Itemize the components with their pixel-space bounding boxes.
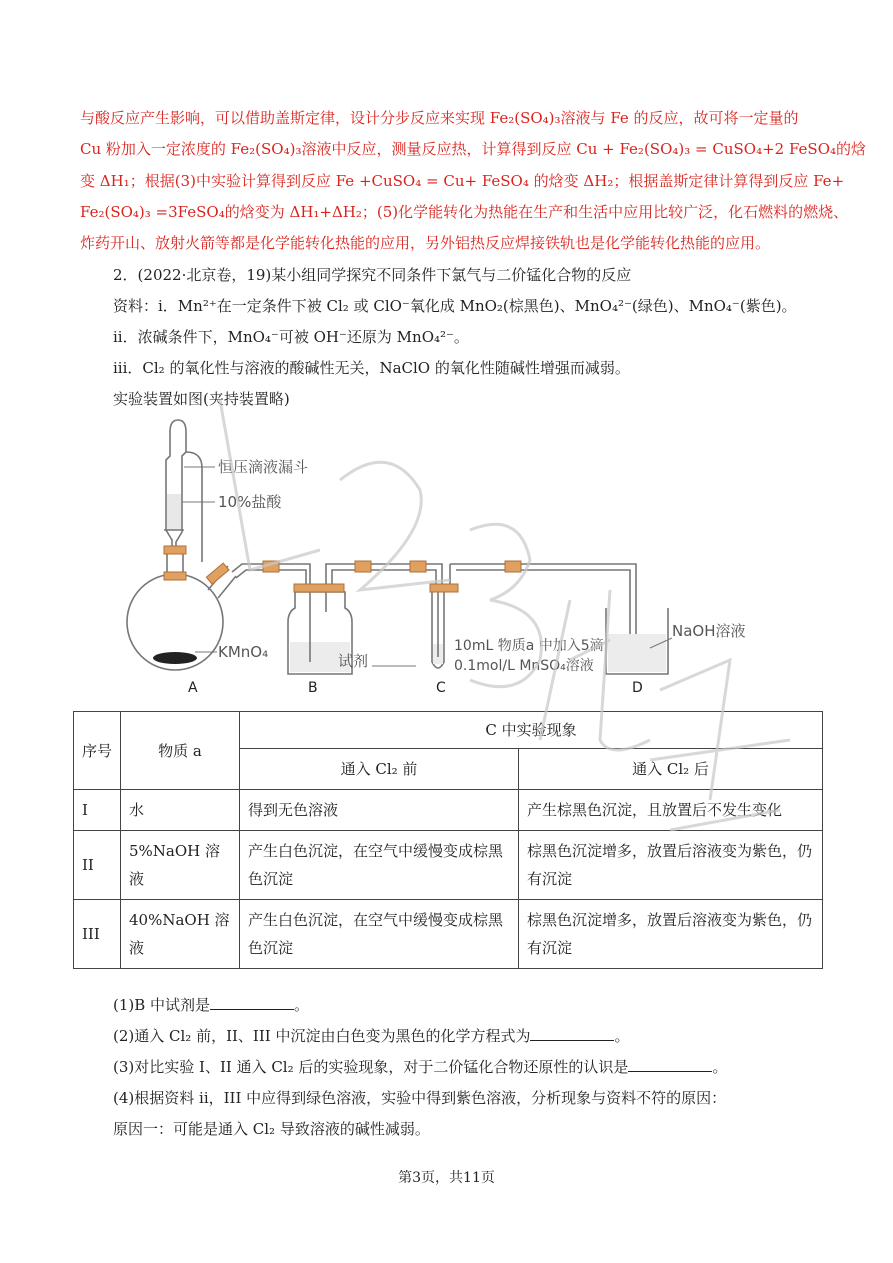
c-label-1: 10mL 物质a 中加入5滴 — [454, 638, 604, 654]
answer-blank[interactable] — [530, 1026, 614, 1041]
header-after: 通入 Cl₂ 后 — [519, 749, 823, 790]
row-after: 棕黑色沉淀增多，放置后溶液变为紫色，仍有沉淀 — [519, 900, 823, 969]
answer-blank[interactable] — [210, 995, 294, 1010]
explanation-line-3: 变 ΔH₁；根据(3)中实验计算得到反应 Fe +CuSO₄ = Cu+ FeSO₄ 的焓变 ΔH₂；根据盖斯定律计算得到反应 Fe+ — [80, 172, 845, 190]
explanation-line-5: 炸药开山、放射火箭等都是化学能转化热能的应用，另外铝热反应焊接铁轨也是化学能转化热能的应用。 — [80, 234, 771, 252]
row-id: III — [74, 900, 121, 969]
info-ii: ii．浓碱条件下，MnO₄⁻可被 OH⁻还原为 MnO₄²⁻。 — [113, 328, 469, 346]
sub-question-4: (4)根据资料 ii，III 中应得到绿色溶液，实验中得到紫色溶液，分析现象与资料不符的原因： — [113, 1089, 727, 1107]
sub-question-3: (3)对比实验 I、II 通入 Cl₂ 后的实验现象，对于二价锰化合物还原性的认识是 。 — [113, 1058, 728, 1076]
table-row — [74, 831, 823, 900]
row-before: 产生白色沉淀，在空气中缓慢变成棕黑色沉淀 — [240, 831, 519, 900]
reagent-label: 试剂 — [338, 652, 369, 670]
naoh-label: NaOH溶液 — [672, 622, 746, 640]
funnel-label: 恒压滴液漏斗 — [218, 458, 309, 476]
sub-question-1: (1)B 中试剂是 。 — [113, 996, 310, 1014]
row-before: 产生白色沉淀，在空气中缓慢变成棕黑色沉淀 — [240, 900, 519, 969]
header-before: 通入 Cl₂ 前 — [240, 749, 519, 790]
apparatus-diagram — [120, 412, 780, 704]
sub-question-2: (2)通入 Cl₂ 前，II、III 中沉淀由白色变为黑色的化学方程式为 。 — [113, 1027, 630, 1045]
header-substance: 物质 a — [121, 712, 240, 790]
experiment-table — [73, 711, 823, 969]
letter-a: A — [188, 680, 198, 696]
c-label-2: 0.1mol/L MnSO₄溶液 — [454, 658, 594, 674]
info-iii: iii．Cl₂ 的氧化性与溶液的酸碱性无关，NaClO 的氧化性随碱性增强而减弱。 — [113, 359, 630, 377]
row-id: I — [74, 790, 121, 831]
page-footer: 第3页，共11页 — [398, 1170, 495, 1186]
header-phenomena: C 中实验现象 — [240, 712, 823, 749]
row-substance: 5%NaOH 溶液 — [121, 831, 240, 900]
row-substance: 水 — [121, 790, 240, 831]
row-id: II — [74, 831, 121, 900]
explanation-line-4: Fe₂(SO₄)₃ =3FeSO₄的焓变为 ΔH₁+ΔH₂；(5)化学能转化为热能在生产和生活中应用比较广泛，化石燃料的燃烧、 — [80, 203, 849, 221]
row-after: 产生棕黑色沉淀，且放置后不发生变化 — [519, 790, 823, 831]
kmno4-label: KMnO₄ — [218, 643, 269, 661]
letter-c: C — [436, 680, 446, 696]
answer-blank[interactable] — [628, 1057, 712, 1072]
sub-question-4-reason: 原因一：可能是通入 Cl₂ 导致溶液的碱性减弱。 — [113, 1120, 430, 1138]
table-row — [74, 790, 823, 831]
setup-caption: 实验装置如图(夹持装置略) — [113, 390, 290, 408]
letter-d: D — [632, 680, 643, 696]
question-title: 2．(2022·北京卷，19)某小组同学探究不同条件下氯气与二价锰化合物的反应 — [113, 266, 632, 284]
explanation-line-1: 与酸反应产生影响，可以借助盖斯定律，设计分步反应来实现 Fe₂(SO₄)₃溶液与 Fe 的反应，故可将一定量的 — [80, 109, 799, 127]
row-after: 棕黑色沉淀增多，放置后溶液变为紫色，仍有沉淀 — [519, 831, 823, 900]
info-i: 资料：i．Mn²⁺在一定条件下被 Cl₂ 或 ClO⁻氧化成 MnO₂(棕黑色)、MnO₄²⁻(绿色)、MnO₄⁻(紫色)。 — [113, 297, 797, 315]
row-before: 得到无色溶液 — [240, 790, 519, 831]
acid-label: 10%盐酸 — [218, 493, 282, 511]
letter-b: B — [308, 680, 318, 696]
table-row — [74, 900, 823, 969]
explanation-line-2: Cu 粉加入一定浓度的 Fe₂(SO₄)₃溶液中反应，测量反应热，计算得到反应 Cu + Fe₂(SO₄)₃ = CuSO₄+2 FeSO₄的焓 — [80, 140, 867, 158]
row-substance: 40%NaOH 溶液 — [121, 900, 240, 969]
header-seq: 序号 — [74, 712, 121, 790]
